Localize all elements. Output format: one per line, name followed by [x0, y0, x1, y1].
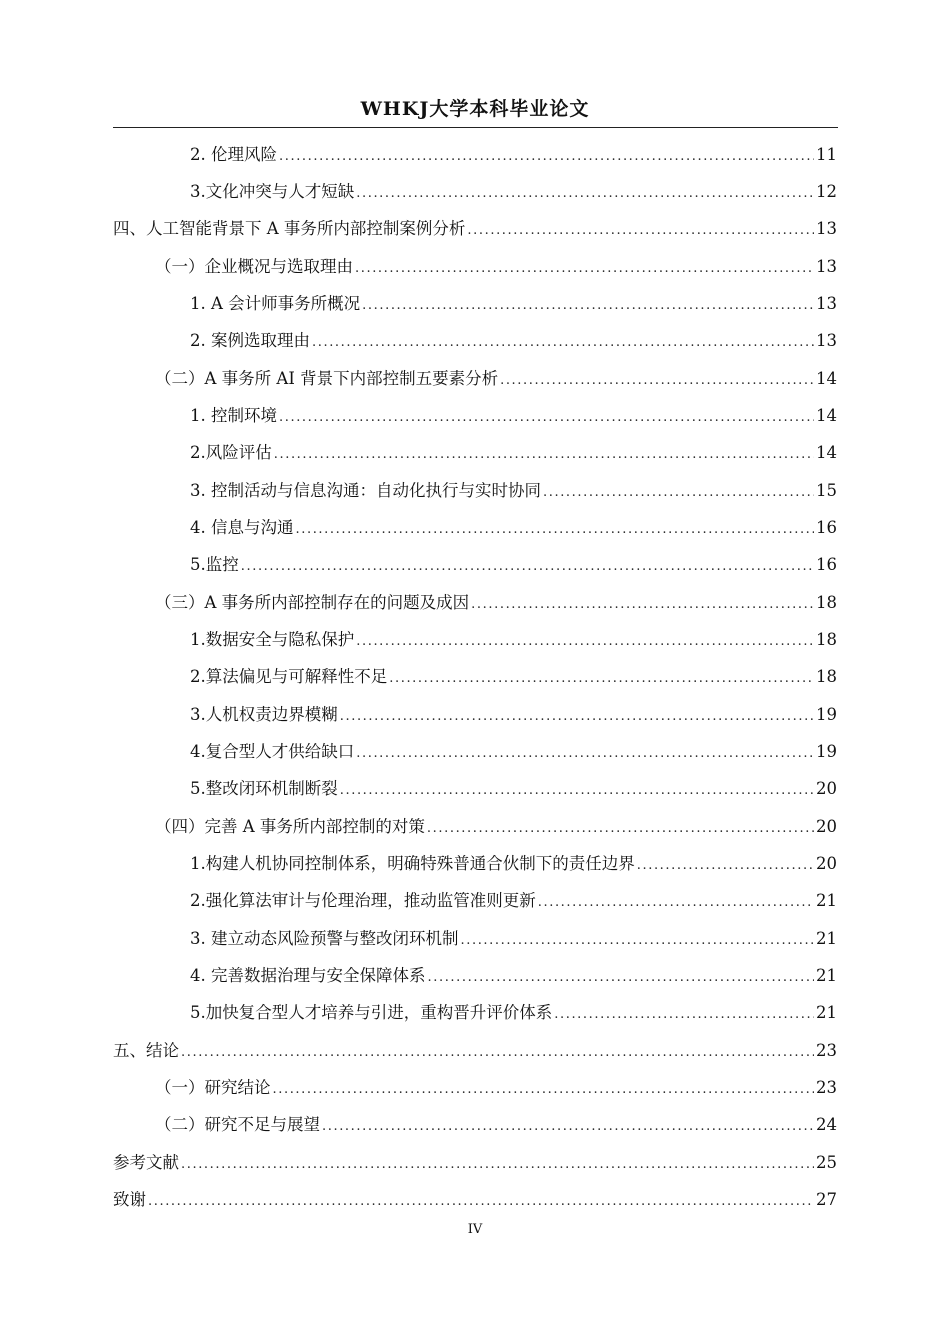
toc-entry-page: 19: [816, 705, 837, 724]
toc-entry-page: 18: [816, 593, 837, 612]
toc-dot-leader: [148, 1191, 814, 1213]
toc-entry-page: 13: [816, 219, 837, 238]
toc-dot-leader: [543, 482, 814, 504]
toc-dot-leader: [296, 519, 815, 541]
toc-dot-leader: [241, 556, 814, 578]
page-number: IV: [467, 1222, 483, 1237]
toc-entry[interactable]: [155, 1114, 837, 1138]
toc-entry-page: 20: [816, 854, 837, 873]
toc-entry-label: 2.风险评估: [190, 443, 272, 462]
toc-entry[interactable]: [190, 629, 837, 653]
toc-entry[interactable]: [190, 853, 837, 877]
toc-entry[interactable]: [113, 218, 837, 242]
toc-entry-page: 20: [816, 779, 837, 798]
toc-entry-label: 3.文化冲突与人才短缺: [190, 182, 355, 201]
toc-entry[interactable]: [155, 368, 837, 392]
toc-dot-leader: [279, 407, 814, 429]
toc-dot-leader: [461, 930, 815, 952]
toc-entry[interactable]: [190, 554, 837, 578]
toc-entry-label: 5.监控: [190, 555, 239, 574]
toc-entry[interactable]: [190, 741, 837, 765]
toc-entry-page: 21: [816, 929, 837, 948]
toc-entry[interactable]: [155, 592, 837, 616]
toc-entry-page: 27: [816, 1190, 837, 1209]
toc-entry-label: 1.数据安全与隐私保护: [190, 630, 355, 649]
toc-entry-label: 四、人工智能背景下 A 事务所内部控制案例分析: [113, 219, 466, 238]
toc-entry[interactable]: [190, 442, 837, 466]
toc-dot-leader: [274, 444, 814, 466]
toc-dot-leader: [500, 370, 814, 392]
toc-entry[interactable]: [190, 144, 837, 168]
toc-entry-label: 4.复合型人才供给缺口: [190, 742, 355, 761]
toc-entry-page: 21: [816, 966, 837, 985]
toc-dot-leader: [427, 818, 814, 840]
toc-entry-page: 21: [816, 891, 837, 910]
toc-entry-page: 25: [816, 1153, 837, 1172]
toc-entry[interactable]: [190, 965, 837, 989]
toc-entry[interactable]: [190, 517, 837, 541]
toc-entry-label: 2. 伦理风险: [190, 145, 277, 164]
toc-dot-leader: [273, 1079, 815, 1101]
toc-entry-label: 五、结论: [113, 1041, 179, 1060]
toc-entry-page: 11: [816, 145, 837, 164]
toc-entry-label: 致谢: [113, 1190, 146, 1209]
toc-dot-leader: [471, 594, 814, 616]
toc-entry-label: 2. 案例选取理由: [190, 331, 310, 350]
toc-dot-leader: [356, 743, 814, 765]
toc-dot-leader: [389, 668, 814, 690]
toc-dot-leader: [312, 332, 814, 354]
toc-entry-label: 参考文献: [113, 1153, 179, 1172]
toc-dot-leader: [340, 706, 814, 728]
toc-entry[interactable]: [190, 405, 837, 429]
toc-entry-page: 24: [816, 1115, 837, 1134]
toc-entry-label: 3. 建立动态风险预警与整改闭环机制: [190, 929, 459, 948]
toc-entry-label: 3.人机权责边界模糊: [190, 705, 338, 724]
toc-entry-page: 23: [816, 1041, 837, 1060]
toc-entry[interactable]: [190, 778, 837, 802]
toc-entry[interactable]: [190, 890, 837, 914]
toc-entry[interactable]: [155, 816, 837, 840]
toc-entry-page: 13: [816, 294, 837, 313]
toc-entry-page: 21: [816, 1003, 837, 1022]
toc-dot-leader: [181, 1154, 814, 1176]
toc-dot-leader: [428, 967, 815, 989]
toc-entry[interactable]: [113, 1152, 837, 1176]
running-header: WHKJ大学本科毕业论文: [360, 98, 590, 120]
toc-dot-leader: [362, 295, 814, 317]
toc-entry-label: 2.强化算法审计与伦理治理，推动监管准则更新: [190, 891, 536, 910]
toc-entry-label: 5.加快复合型人才培养与引进，重构晋升评价体系: [190, 1003, 553, 1022]
toc-dot-leader: [340, 780, 814, 802]
toc-entry[interactable]: [190, 1002, 837, 1026]
toc-dot-leader: [554, 1004, 814, 1026]
toc-dot-leader: [637, 855, 814, 877]
toc-dot-leader: [355, 258, 814, 280]
toc-entry-page: 18: [816, 667, 837, 686]
toc-entry-label: 2.算法偏见与可解释性不足: [190, 667, 388, 686]
toc-entry-label: 4. 完善数据治理与安全保障体系: [190, 966, 426, 985]
toc-entry-page: 23: [816, 1078, 837, 1097]
toc-entry[interactable]: [190, 666, 837, 690]
toc-entry-page: 13: [816, 257, 837, 276]
toc-entry-label: （一）研究结论: [155, 1078, 271, 1097]
toc-entry[interactable]: [190, 480, 837, 504]
toc-entry-label: 1. A 会计师事务所概况: [190, 294, 361, 313]
toc-entry[interactable]: [113, 1189, 837, 1213]
toc-entry-page: 20: [816, 817, 837, 836]
toc-dot-leader: [279, 146, 814, 168]
toc-entry-page: 15: [816, 481, 837, 500]
toc-entry-page: 14: [816, 369, 837, 388]
toc-dot-leader: [467, 220, 814, 242]
toc-entry-label: （二）研究不足与展望: [155, 1115, 320, 1134]
toc-entry-label: 1. 控制环境: [190, 406, 277, 425]
toc-entry-page: 18: [816, 630, 837, 649]
toc-entry-page: 14: [816, 406, 837, 425]
toc-dot-leader: [356, 631, 814, 653]
toc-entry[interactable]: [190, 704, 837, 728]
toc-entry-page: 16: [816, 555, 837, 574]
toc-entry[interactable]: [155, 1077, 837, 1101]
toc-entry[interactable]: [190, 330, 837, 354]
toc-entry-page: 14: [816, 443, 837, 462]
header-rule: [113, 127, 838, 128]
toc-entry[interactable]: [190, 928, 837, 952]
toc-entry-label: 1.构建人机协同控制体系，明确特殊普通合伙制下的责任边界: [190, 854, 635, 873]
toc-entry-label: （四）完善 A 事务所内部控制的对策: [155, 817, 425, 836]
toc-entry-page: 19: [816, 742, 837, 761]
toc-entry[interactable]: [190, 293, 837, 317]
toc-entry-label: （一）企业概况与选取理由: [155, 257, 353, 276]
toc-dot-leader: [538, 892, 814, 914]
toc-dot-leader: [181, 1042, 814, 1064]
toc-entry-page: 12: [816, 182, 837, 201]
toc-entry-page: 13: [816, 331, 837, 350]
toc-entry-label: （三）A 事务所内部控制存在的问题及成因: [155, 593, 470, 612]
toc-entry[interactable]: [113, 1040, 837, 1064]
toc-entry[interactable]: [190, 181, 837, 205]
toc-entry-label: （二）A 事务所 AI 背景下内部控制五要素分析: [155, 369, 499, 388]
toc-entry-page: 16: [816, 518, 837, 537]
toc-entry-label: 4. 信息与沟通: [190, 518, 294, 537]
toc-dot-leader: [322, 1116, 814, 1138]
toc-dot-leader: [356, 183, 814, 205]
toc-entry-label: 3. 控制活动与信息沟通：自动化执行与实时协同: [190, 481, 541, 500]
toc-entry[interactable]: [155, 256, 837, 280]
toc-entry-label: 5.整改闭环机制断裂: [190, 779, 338, 798]
